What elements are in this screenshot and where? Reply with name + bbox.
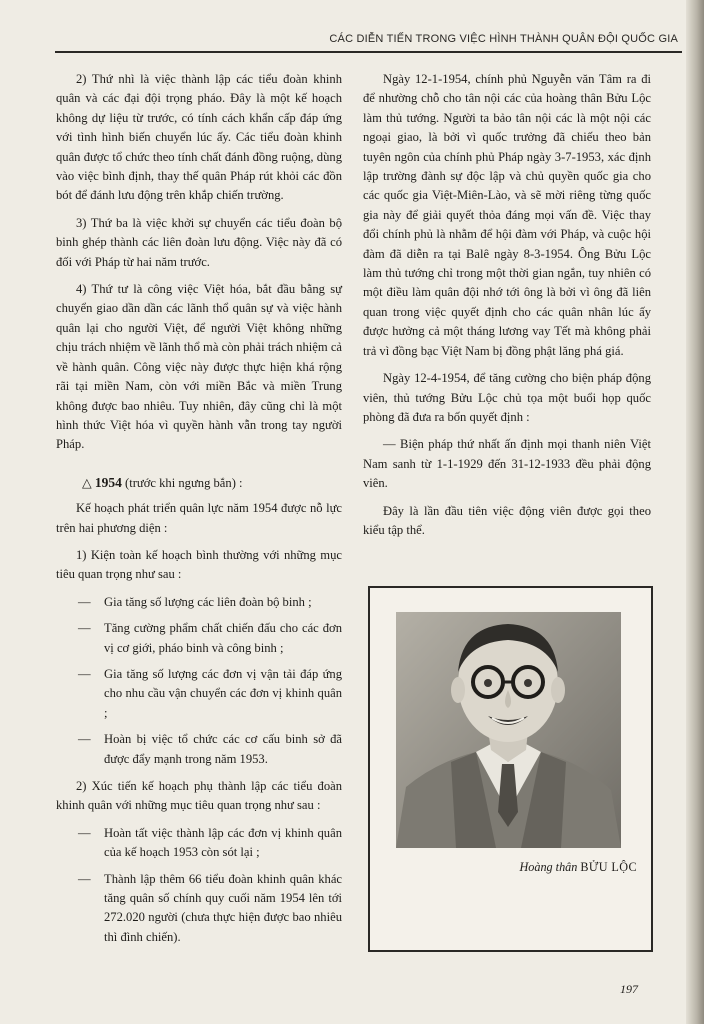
section-year: 1954 <box>94 474 122 490</box>
paragraph: 3) Thứ ba là việc khởi sự chuyển các tiểu đoàn bộ binh ghép thành các liên đoàn lưu động. Việc này đã có đối với Pháp từ hai năm trước. <box>56 215 342 269</box>
paragraph: Kế hoạch phát triển quân lực năm 1954 được nỗ lực trên hai phương diện : <box>56 501 342 535</box>
portrait-illustration <box>396 612 621 848</box>
paragraph: 2) Xúc tiến kế hoạch phụ thành lập các tiểu đoàn khinh quân với những mục tiêu quan trọng như sau : <box>56 779 342 813</box>
page-number: 197 <box>620 982 638 996</box>
paragraph: 4) Thứ tư là công việc Việt hóa, bắt đầu bằng sự chuyển giao dần dần các lãnh thổ quân sự và việc hành quân lại cho người Việt, để người Việt không những chịu trách nhiệm về lãnh thổ mà còn phải trách nhiệm cả về hành quân. Công việc này được thực hiện khá rộng rãi tại miền Nam, còn với miền Bắc và miền Trung không được bao nhiêu. Tuy nhiên, đây cũng chỉ là một hình thức Việt hóa vì quyền hành vẫn trong tay người Pháp. <box>56 282 342 452</box>
paragraph: 1) Kiện toàn kế hoạch bình thường với những mục tiêu quan trọng như sau : <box>56 547 342 582</box>
paragraph: Ngày 12-1-1954, chính phủ Nguyễn văn Tâm ra đi để nhường chỗ cho tân nội các của hoàng thân Bửu Lộc làm thủ tướng. Người ta bảo tân nội các là một nội các ngoại giao, là bởi vì quốc trưởng đã chiếu theo bản tuyên ngôn của chính phủ Pháp ngày 3-7-1953, xác định lập trường đành sự độc lập và chủ quyền quốc gia cho các quốc gia Việt-Miên-Lào, và sẽ mời riêng từng quốc gia này để giải quyết thỏa đáng mọi vấn đề. Việc thay đổi chính phủ là nhằm để hội đàm với Pháp, và cuộc hội đàm đã diễn ra tại Balê ngày 8-3-1954. Ông Bửu Lộc làm thủ tướng chỉ trong một thời gian ngắn, tuy nhiên có một điều làm quân đội nhớ tới ông là bởi vì ông đã liên quan trong việc quyết định cho các quân nhân lúc ấy được hưởng cả một tháng lương vay Tết mà không phải trả vì đồng bạc Việt Nam bị đồng phật lăng phá giá. <box>363 72 651 358</box>
paragraph: Ngày 12-4-1954, để tăng cường cho biện pháp động viên, thủ tướng Bửu Lộc chủ tọa một buổi họp quốc phòng đã đưa ra bốn quyết định : <box>363 371 651 424</box>
running-header: CÁC DIỄN TIẾN TRONG VIỆC HÌNH THÀNH QUÂN ĐỘI QUỐC GIA <box>329 33 678 45</box>
caption-name: BỬU LỘC <box>580 860 637 874</box>
paragraph: — Biện pháp thứ nhất ấn định mọi thanh niên Việt Nam sanh từ 1-1-1929 đến 31-12-1933 đều phải động viên. <box>363 437 651 491</box>
photo-caption <box>370 860 637 875</box>
header-rule <box>55 51 682 53</box>
list-item: — Tăng cường phẩm chất chiến đấu cho các đơn vị cơ giới, pháo binh và công binh ; <box>104 619 342 658</box>
section-heading <box>56 473 342 493</box>
portrait-photo <box>396 612 621 848</box>
paragraph: 2) Thứ nhì là việc thành lập các tiểu đoàn khinh quân và các đại đội trọng pháo. Đây là một kế hoạch không dự liệu từ trước, có tính cách khẩn cấp đáp ứng với tình hình biến chuyển lúc ấy. Các tiểu đoàn khinh quân được tổ chức theo tính chất đánh đồng ruộng, dùng vào việc bình định, thay thế quân Pháp rút khỏi các đồn bót để đánh lưu động trên khắp chiến trường. <box>56 72 342 203</box>
section-note: (trước khi ngưng bắn) : <box>125 475 243 490</box>
list-item: — Gia tăng số lượng các liên đoàn bộ binh ; <box>104 593 342 612</box>
paragraph: Đây là lần đầu tiên việc động viên được gọi theo kiểu tập thể. <box>363 503 651 537</box>
photo-frame <box>368 586 653 952</box>
objective-list <box>56 593 342 769</box>
list-item: — Gia tăng số lượng các đơn vị vận tải đáp ứng cho nhu cầu vận chuyển các đơn vị khinh quân ; <box>104 665 342 723</box>
triangle-icon: △ <box>82 475 92 490</box>
left-column <box>56 70 342 955</box>
caption-prefix: Hoàng thân <box>519 860 578 874</box>
list-item: — Hoàn bị việc tổ chức các cơ cấu binh sở đã được đẩy mạnh trong năm 1953. <box>104 730 342 769</box>
list-item: — Hoàn tất việc thành lập các đơn vị khinh quân của kế hoạch 1953 còn sót lại ; <box>104 824 342 863</box>
list-item: — Thành lập thêm 66 tiểu đoàn khinh quân khác tăng quân số chính quy cuối năm 1954 lên tới 272.020 người (chưa thực hiện được bao nhiêu thì đình chiến). <box>104 870 342 948</box>
book-spine-shadow <box>686 0 704 1024</box>
objective-list <box>56 824 342 947</box>
right-column <box>363 70 651 548</box>
